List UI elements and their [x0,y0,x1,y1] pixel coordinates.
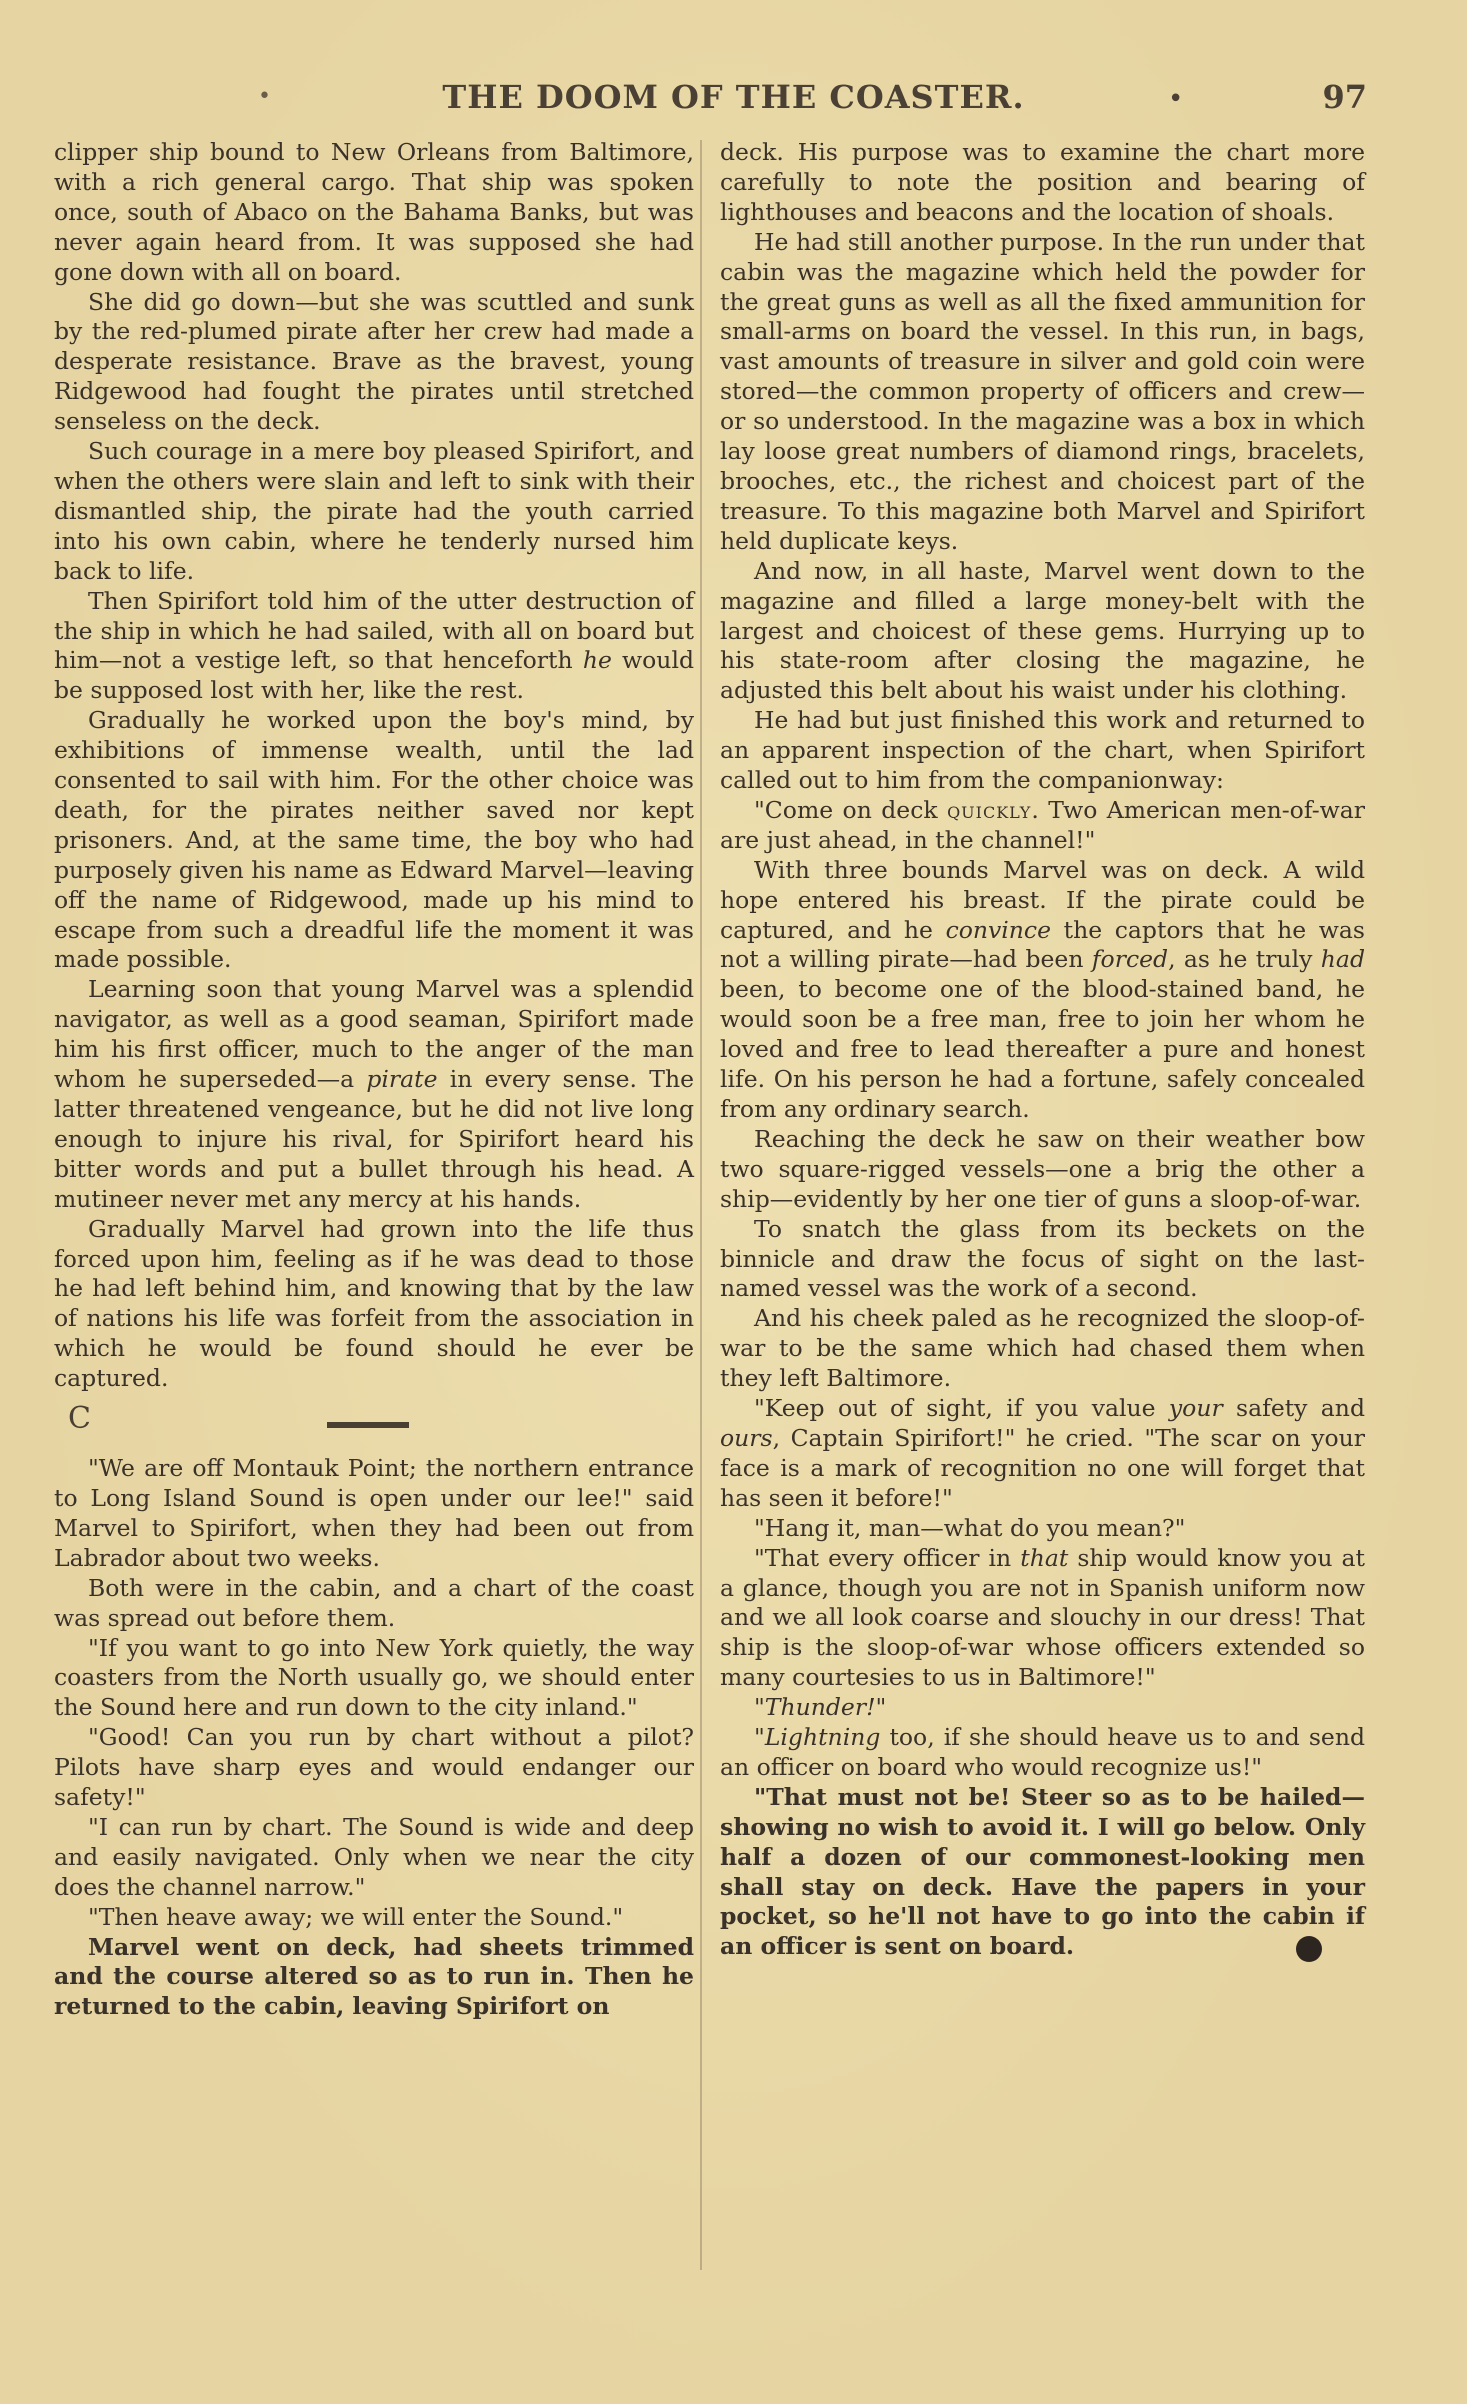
paragraph [720,796,1365,856]
paragraph: "Hang it, man—what do you mean?" [754,1513,1186,1542]
paragraph: clipper ship bound to New Orleans from Baltimore, with a rich general cargo. That ship was spoken once, south of Abaco on the Bahama Banks, but was never again heard from. It was supposed she had gone down with all on board. [54,138,694,286]
paragraph [720,1544,1365,1694]
emphasis: that [1020,1543,1069,1572]
paragraph: And his cheek paled as he recognized the sloop-of-war to be the same which had chased them when they left Baltimore. [720,1304,1365,1393]
paragraph: Both were in the cabin, and a chart of the coast was spread out before them. [54,1573,694,1632]
emphasis: your [1168,1394,1223,1423]
text-run: "Come on deck [754,795,948,824]
text-run: been, to become one of the blood-stained band, he would soon be a free man, free to join her whom he loved and free to lead thereafter a pure and honest life. On his person he had a fortune, safely concealed from any ordinary search. [720,975,1365,1123]
paragraph: "We are off Montauk Point; the northern entrance to Long Island Sound is open under our lee!" said Marvel to Spirifort, when they had been out from Labrador about two weeks. [54,1454,694,1572]
paragraph: "Good! Can you run by chart without a pilot? Pilots have sharp eyes and would endanger our safety!" [54,1723,694,1812]
small-caps: quickly [947,795,1032,824]
text-run: With three bounds Marvel was on deck. A wild hope entered his breast. If the pirate could be captured, and he [720,855,1365,944]
paragraph: "Then heave away; we will enter the Sound." [88,1902,624,1931]
text-run: safety and [1222,1394,1365,1423]
running-header [0,78,1467,128]
paragraph [720,1693,1365,1723]
column-divider [700,140,702,2270]
text-run: , Captain Spirifort!" he cried. "The scar on your face is a mark of recognition no one will forget that has seen it before!" [720,1423,1365,1512]
paragraph [54,975,694,1214]
emphasis: Lightning [764,1723,881,1752]
emphasis: forced [1091,945,1169,974]
text-run: too, if she should heave us to and send an officer on board who would recognize us!" [720,1723,1365,1781]
paragraph: deck. His purpose was to examine the chart more carefully to note the position and bearing of lighthouses and beacons and the location of shoals. [720,138,1365,226]
emphasis: he [582,646,612,675]
paragraph: Marvel went on deck, had sheets trimmed and the course altered so as to run in. Then he returned to the cabin, leaving Spirifort on [54,1932,694,2021]
left-column [54,138,694,2022]
separator-mark: C [68,1401,91,1437]
paragraph: "I can run by chart. The Sound is wide and deep and easily navigated. Only when we near the city does the channel narrow." [54,1812,694,1901]
text-run: would be supposed lost with her, like the rest. [54,646,695,705]
text-run: "That every officer in [754,1543,1021,1572]
page-number: 97 [1322,78,1367,116]
paragraph: "If you want to go into New York quietly, the way coasters from the North usually go, we should enter the Sound here and run down to the city inland." [54,1633,694,1722]
paragraph [720,856,1365,1125]
emphasis: pirate [366,1065,438,1094]
header-mark-left: • [258,84,271,109]
emphasis: convince [945,915,1052,944]
paragraph [720,1394,1365,1514]
page-title: THE DOOM OF THE COASTER. [442,78,1025,116]
text-run: , as he truly [1168,945,1321,974]
text-run: "Keep out of sight, if you value [754,1394,1169,1423]
emphasis: "Thunder!" [754,1693,887,1722]
paragraph: She did go down—but she was scuttled and sunk by the red-plumed pirate after her crew had made a desperate resistance. Brave as the bravest, young Ridgewood had fought the pirates until stretched senseless on the deck. [54,287,694,436]
paragraph: "Lightning too, if she should heave us to and send an officer on board who would recognize us!" [720,1723,1365,1781]
paragraph: Such courage in a mere boy pleased Spirifort, and when the others were slain and left to sink with their dismantled ship, the pirate had the youth carried into his own cabin, where he tenderly nursed him back to life. [54,437,694,585]
emphasis: had [1320,945,1365,974]
header-mark-right: • [1168,84,1184,114]
right-column [720,138,1365,1962]
separator-rule [327,1422,409,1428]
paragraph: "That must not be! Steer so as to be hailed—showing no wish to avoid it. I will go below. Only half a dozen of our commonest-looking men shall stay on deck. Have the papers in your pocket, so he'll not have to go into the cabin if an officer is sent on board. [720,1782,1365,1961]
paragraph [54,587,694,707]
paragraph: He had still another purpose. In the run under that cabin was the magazine which held the powder for the great guns as well as all the fixed ammunition for small-arms on board the vessel. In this run, in bags, vast amounts of treasure in silver and gold coin were stored—the common property of officers and crew—or so understood. In the magazine was a box in which lay loose great numbers of diamond rings, bracelets, brooches, etc., the richest and choicest part of the treasure. To this magazine both Marvel and Spirifort held duplicate keys. [720,227,1365,555]
section-separator [54,1394,694,1454]
paragraph: Gradually he worked upon the boy's mind, by exhibitions of immense wealth, until the lad consented to sail with him. For the other choice was death, for the pirates neither saved nor kept prisoners. And, at the same time, the boy who had purposely given his name as Edward Marvel—leaving off the name of Ridgewood, made up his mind to escape from such a dreadful life the moment it was made possible. [54,706,694,974]
emphasis: ours [720,1423,773,1452]
paragraph: Reaching the deck he saw on their weather bow two square-rigged vessels—one a brig the other a ship—evidently by her one tier of guns a sloop-of-war. [720,1124,1365,1213]
paragraph: To snatch the glass from its beckets on the binnicle and draw the focus of sight on the last-named vessel was the work of a second. [720,1214,1365,1303]
text-run: in every sense. The latter threatened vengeance, but he did not live long enough to injure his rival, for Spirifort heard his bitter words and put a bullet through his head. A mutineer never met any mercy at his hands. [54,1065,694,1213]
ink-blot [1296,1936,1322,1962]
text-run: ship would know you at a glance, though you are not in Spanish uniform now and we all look coarse and slouchy in our dress! That ship is the sloop-of-war whose officers extended so many courtesies to us in Baltimore!" [720,1543,1365,1692]
text-run: Then Spirifort told him of the utter destruction of the ship in which he had sailed, with all on board but him—not a vestige left, so that henceforth [54,586,694,675]
text-run: the captors that he was not a willing pirate—had been [720,915,1365,974]
paragraph: And now, in all haste, Marvel went down to the magazine and filled a large money-belt with the largest and choicest of these gems. Hurrying up to his state-room after closing the magazine, he adjusted this belt about his waist under his clothing. [720,556,1365,705]
text-run: . Two American men-of-war are just ahead, in the channel!" [720,795,1365,854]
paragraph: He had but just finished this work and returned to an apparent inspection of the chart, when Spirifort called out to him from the companionway: [720,706,1365,795]
text-run: Learning soon that young Marvel was a splendid navigator, as well as a good seaman, Spirifort made him his first officer, much to the anger of the man whom he superseded—a [54,975,694,1094]
paragraph: Gradually Marvel had grown into the life thus forced upon him, feeling as if he was dead to those he had left behind him, and knowing that by the law of nations his life was forfeit from the association in which he would be found should he ever be captured. [54,1214,694,1393]
